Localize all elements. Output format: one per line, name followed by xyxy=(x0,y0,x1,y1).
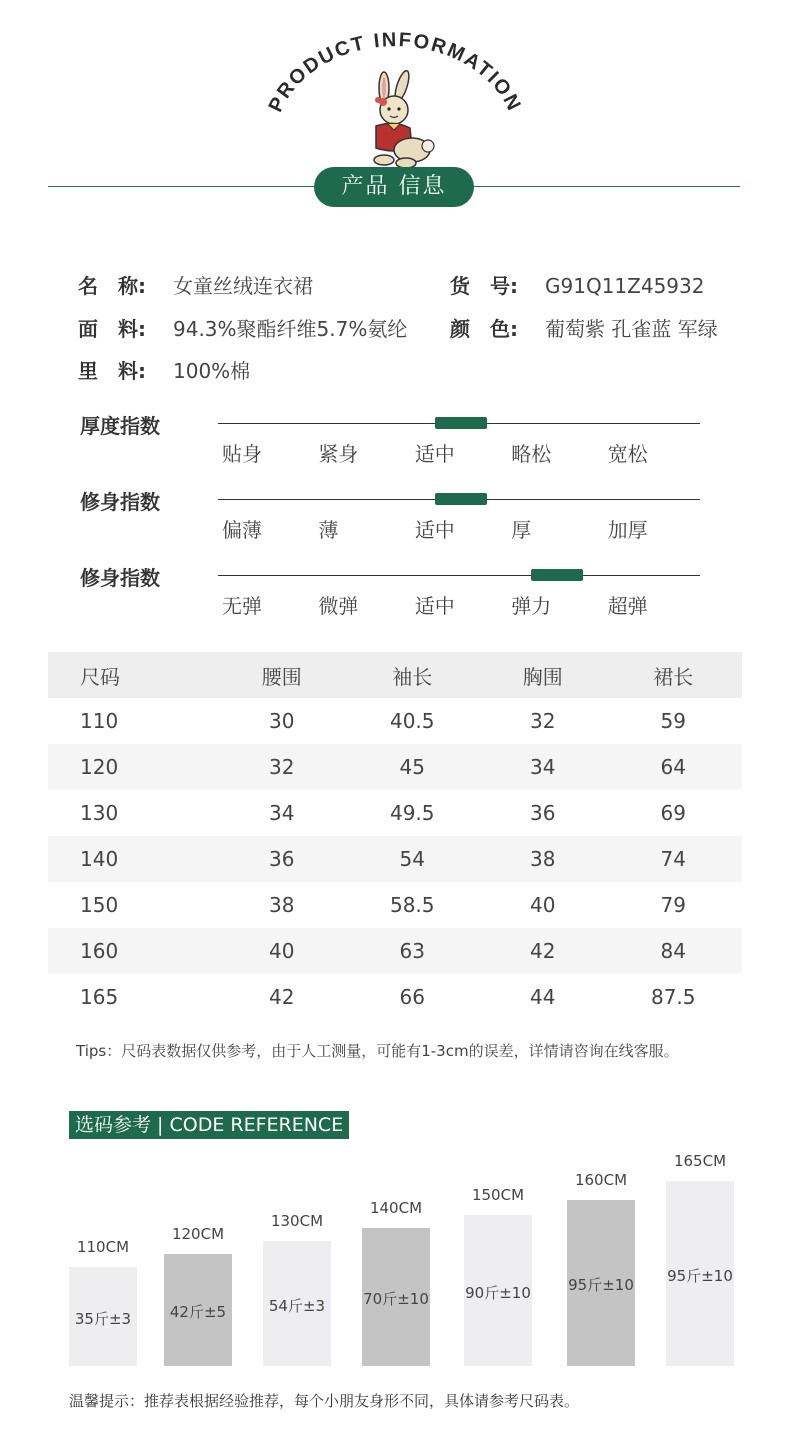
info-color-key: 颜 色: xyxy=(450,317,518,341)
table-cell: 36 xyxy=(530,801,556,825)
info-name xyxy=(78,270,313,299)
table-cell: 64 xyxy=(660,755,686,779)
table-cell: 84 xyxy=(660,939,686,963)
table-cell: 79 xyxy=(660,893,686,917)
index-option: 适中 xyxy=(414,518,455,542)
bar-size-label: 150CM xyxy=(471,1186,525,1204)
table-cell: 160 xyxy=(80,939,119,963)
bar-weight-label: 35斤±3 xyxy=(74,1309,132,1328)
table-cell: 38 xyxy=(269,893,295,917)
svg-text:PRODUCT INFORMATION: PRODUCT INFORMATION xyxy=(264,30,526,116)
table-cell: 120 xyxy=(80,755,119,779)
table-cell: 44 xyxy=(530,985,556,1009)
table-cell: 40 xyxy=(530,893,556,917)
bar-weight-label: 95斤±10 xyxy=(568,1276,634,1294)
bar-weight-label: 70斤±10 xyxy=(363,1290,429,1308)
product-info-pill: 产品 信息 xyxy=(314,167,474,207)
index-track xyxy=(218,575,700,576)
table-cell: 69 xyxy=(660,801,686,825)
size-bar xyxy=(69,1267,137,1366)
header-divider-left xyxy=(48,186,314,187)
table-cell: 74 xyxy=(660,847,686,871)
index-options xyxy=(218,590,700,619)
bar-weight-label: 54斤±3 xyxy=(268,1296,326,1315)
table-cell: 38 xyxy=(530,847,556,871)
table-row xyxy=(48,836,742,882)
index-option: 适中 xyxy=(414,442,455,466)
size-bar xyxy=(666,1181,734,1366)
table-row xyxy=(48,974,742,1020)
info-sku-key: 货 号: xyxy=(450,274,518,298)
size-tips: Tips：尺码表数据仅供参考，由于人工测量，可能有1-3cm的误差，详情请咨询在线客服。 xyxy=(76,1042,679,1060)
bar-weight-label: 95斤±10 xyxy=(667,1266,733,1285)
index-option: 略松 xyxy=(511,442,552,466)
index-marker xyxy=(531,569,583,581)
size-table-header xyxy=(48,652,742,698)
index-title: 修身指数 xyxy=(80,490,160,514)
index-option: 适中 xyxy=(414,594,455,618)
column-header: 裙长 xyxy=(653,664,694,689)
header-divider-right xyxy=(474,186,740,187)
table-cell: 40 xyxy=(269,939,295,963)
column-header: 腰围 xyxy=(261,664,302,689)
index-option: 偏薄 xyxy=(222,518,262,542)
bar-weight-label: 42斤±5 xyxy=(169,1303,227,1321)
info-sku-value: G91Q11Z45932 xyxy=(545,274,705,298)
rabbit-mascot-icon xyxy=(350,70,440,170)
table-cell: 59 xyxy=(660,709,686,733)
table-cell: 36 xyxy=(269,847,295,871)
table-row xyxy=(48,744,742,790)
table-row xyxy=(48,698,742,744)
recommendation-note: 温馨提示：推荐表根据经验推荐，每个小朋友身形不同，具体请参考尺码表。 xyxy=(69,1392,580,1410)
column-header: 袖长 xyxy=(392,664,433,689)
info-fabric xyxy=(78,313,407,342)
size-bar xyxy=(263,1241,331,1366)
index-option: 厚 xyxy=(511,518,532,542)
index-marker xyxy=(435,417,487,429)
info-lining xyxy=(78,355,250,384)
info-lining-value: 100%棉 xyxy=(173,359,251,383)
table-cell: 165 xyxy=(80,985,119,1009)
info-name-value: 女童丝绒连衣裙 xyxy=(173,274,313,298)
table-cell: 140 xyxy=(80,847,119,871)
column-header: 尺码 xyxy=(80,664,120,689)
index-option: 薄 xyxy=(318,518,339,542)
info-fabric-key: 面 料: xyxy=(78,317,146,341)
index-option: 紧身 xyxy=(318,442,359,466)
table-cell: 34 xyxy=(530,755,556,779)
table-cell: 32 xyxy=(530,709,556,733)
info-color-value: 葡萄紫 孔雀蓝 军绿 xyxy=(545,317,718,341)
table-cell: 130 xyxy=(80,801,119,825)
table-cell: 42 xyxy=(269,985,295,1009)
size-bar xyxy=(362,1228,430,1366)
code-reference-title: 选码参考 | CODE REFERENCE xyxy=(69,1111,349,1139)
info-sku xyxy=(450,270,704,299)
bar-size-label: 120CM xyxy=(171,1225,225,1243)
table-cell: 63 xyxy=(399,939,425,963)
index-options xyxy=(218,438,700,467)
table-cell: 30 xyxy=(269,709,295,733)
index-title: 修身指数 xyxy=(80,566,160,590)
bar-size-label: 160CM xyxy=(574,1171,628,1189)
bar-weight-label: 90斤±10 xyxy=(465,1283,531,1302)
size-bar xyxy=(567,1200,635,1366)
index-title: 厚度指数 xyxy=(80,414,160,438)
table-cell: 58.5 xyxy=(389,893,435,917)
info-color xyxy=(450,313,718,342)
table-cell: 45 xyxy=(399,755,425,779)
table-cell: 87.5 xyxy=(650,985,696,1009)
bar-size-label: 165CM xyxy=(673,1152,727,1170)
index-option: 弹力 xyxy=(511,594,552,618)
index-option: 微弹 xyxy=(318,594,359,618)
table-cell: 54 xyxy=(399,847,425,871)
info-lining-key: 里 料: xyxy=(78,359,146,383)
size-bar xyxy=(164,1254,232,1366)
bar-size-label: 130CM xyxy=(270,1212,324,1230)
index-option: 超弹 xyxy=(607,594,648,618)
table-cell: 40.5 xyxy=(389,709,435,733)
table-row xyxy=(48,928,742,974)
index-option: 无弹 xyxy=(222,594,262,618)
table-row xyxy=(48,882,742,928)
table-cell: 66 xyxy=(399,985,425,1009)
index-option: 贴身 xyxy=(222,442,262,466)
size-bar xyxy=(464,1215,532,1366)
table-cell: 150 xyxy=(80,893,119,917)
table-cell: 34 xyxy=(269,801,295,825)
column-header: 胸围 xyxy=(522,664,563,689)
bar-size-label: 140CM xyxy=(369,1199,423,1217)
size-table xyxy=(48,652,742,1020)
bar-size-label: 110CM xyxy=(76,1238,130,1256)
table-cell: 32 xyxy=(269,755,295,779)
table-cell: 42 xyxy=(530,939,556,963)
info-name-key: 名 称: xyxy=(78,274,146,298)
index-marker xyxy=(435,493,487,505)
index-option: 宽松 xyxy=(607,442,648,466)
index-options xyxy=(218,514,700,543)
table-cell: 110 xyxy=(80,709,119,733)
table-row xyxy=(48,790,742,836)
index-option: 加厚 xyxy=(607,518,648,542)
info-fabric-value: 94.3%聚酯纤维5.7%氨纶 xyxy=(173,317,408,341)
table-cell: 49.5 xyxy=(389,801,435,825)
